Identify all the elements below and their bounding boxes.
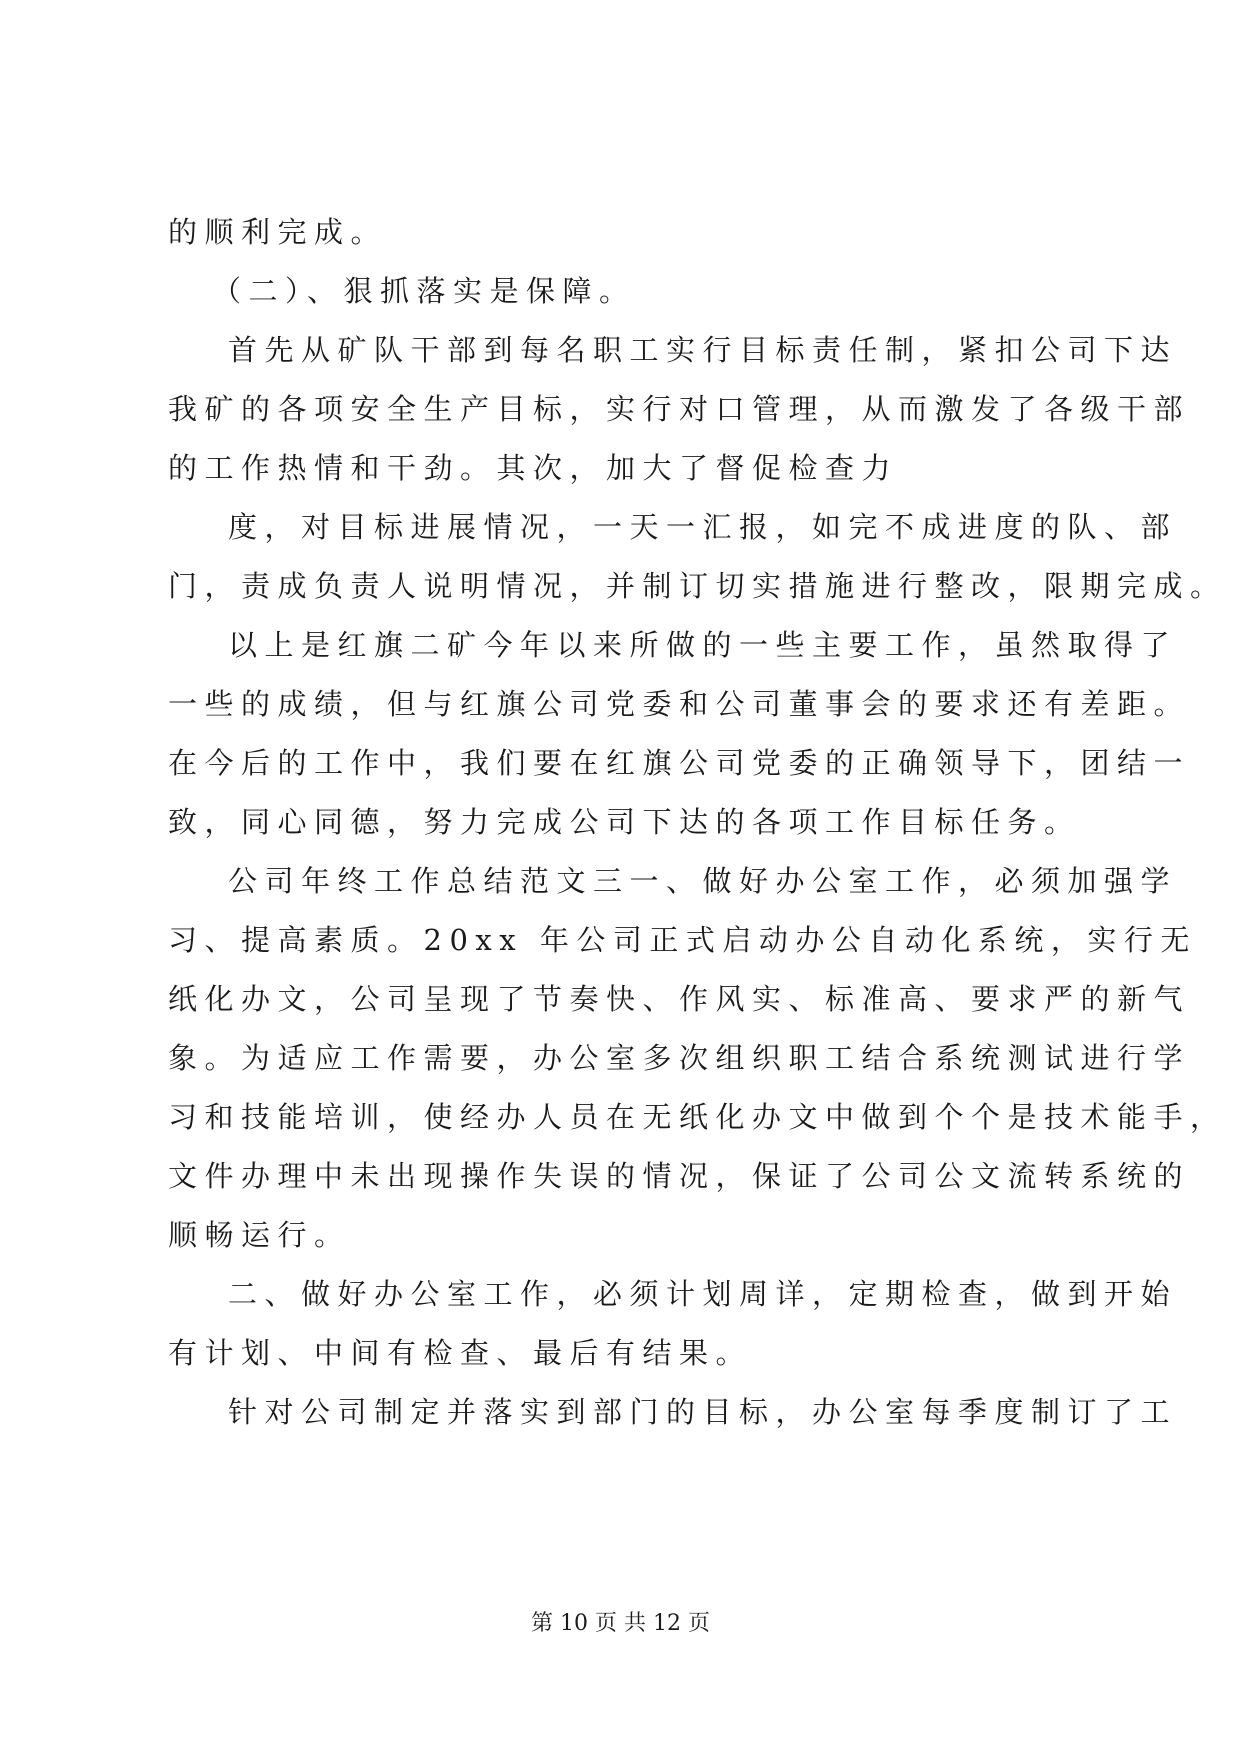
page-number-footer: 第 10 页 共 12 页 bbox=[531, 1611, 710, 1636]
body-line: 首先从矿队干部到每名职工实行目标责任制，紧扣公司下达 bbox=[228, 333, 1178, 367]
body-line: 以上是红旗二矿今年以来所做的一些主要工作，虽然取得了 bbox=[228, 628, 1178, 662]
body-line: 纸化办文，公司呈现了节奏快、作风实、标准高、要求严的新气 bbox=[168, 982, 1191, 1016]
body-line: 顺畅运行。 bbox=[168, 1218, 351, 1252]
body-line: 文件办理中未出现操作失误的情况，保证了公司公文流转系统的 bbox=[168, 1159, 1191, 1193]
body-line: 在今后的工作中，我们要在红旗公司党委的正确领导下，团结一 bbox=[168, 746, 1191, 780]
body-line: 二、做好办公室工作，必须计划周详，定期检查，做到开始 bbox=[228, 1277, 1178, 1311]
body-line: 公司年终工作总结范文三一、做好办公室工作，必须加强学 bbox=[228, 864, 1178, 898]
section-heading: （二）、狠抓落实是保障。 bbox=[212, 274, 636, 308]
body-line: 的工作热情和干劲。其次，加大了督促检查力 bbox=[168, 451, 899, 485]
body-line: 我矿的各项安全生产目标，实行对口管理，从而激发了各级干部 bbox=[168, 392, 1191, 426]
body-line: 度，对目标进展情况，一天一汇报，如完不成进度的队、部 bbox=[228, 510, 1178, 544]
body-line: 针对公司制定并落实到部门的目标，办公室每季度制订了工 bbox=[228, 1395, 1178, 1429]
body-line: 习和技能培训，使经办人员在无纸化办文中做到个个是技术能手， bbox=[168, 1100, 1227, 1134]
body-line: 习、提高素质。20xx 年公司正式启动办公自动化系统，实行无 bbox=[168, 923, 1197, 957]
body-line: 有计划、中间有检查、最后有结果。 bbox=[168, 1336, 753, 1370]
body-line: 门，责成负责人说明情况，并制订切实措施进行整改，限期完成。 bbox=[168, 569, 1227, 603]
body-line: 的顺利完成。 bbox=[168, 215, 388, 249]
body-line: 一些的成绩，但与红旗公司党委和公司董事会的要求还有差距。 bbox=[168, 687, 1191, 721]
body-line: 致，同心同德，努力完成公司下达的各项工作目标任务。 bbox=[168, 805, 1081, 839]
body-line: 象。为适应工作需要，办公室多次组织职工结合系统测试进行学 bbox=[168, 1041, 1191, 1075]
